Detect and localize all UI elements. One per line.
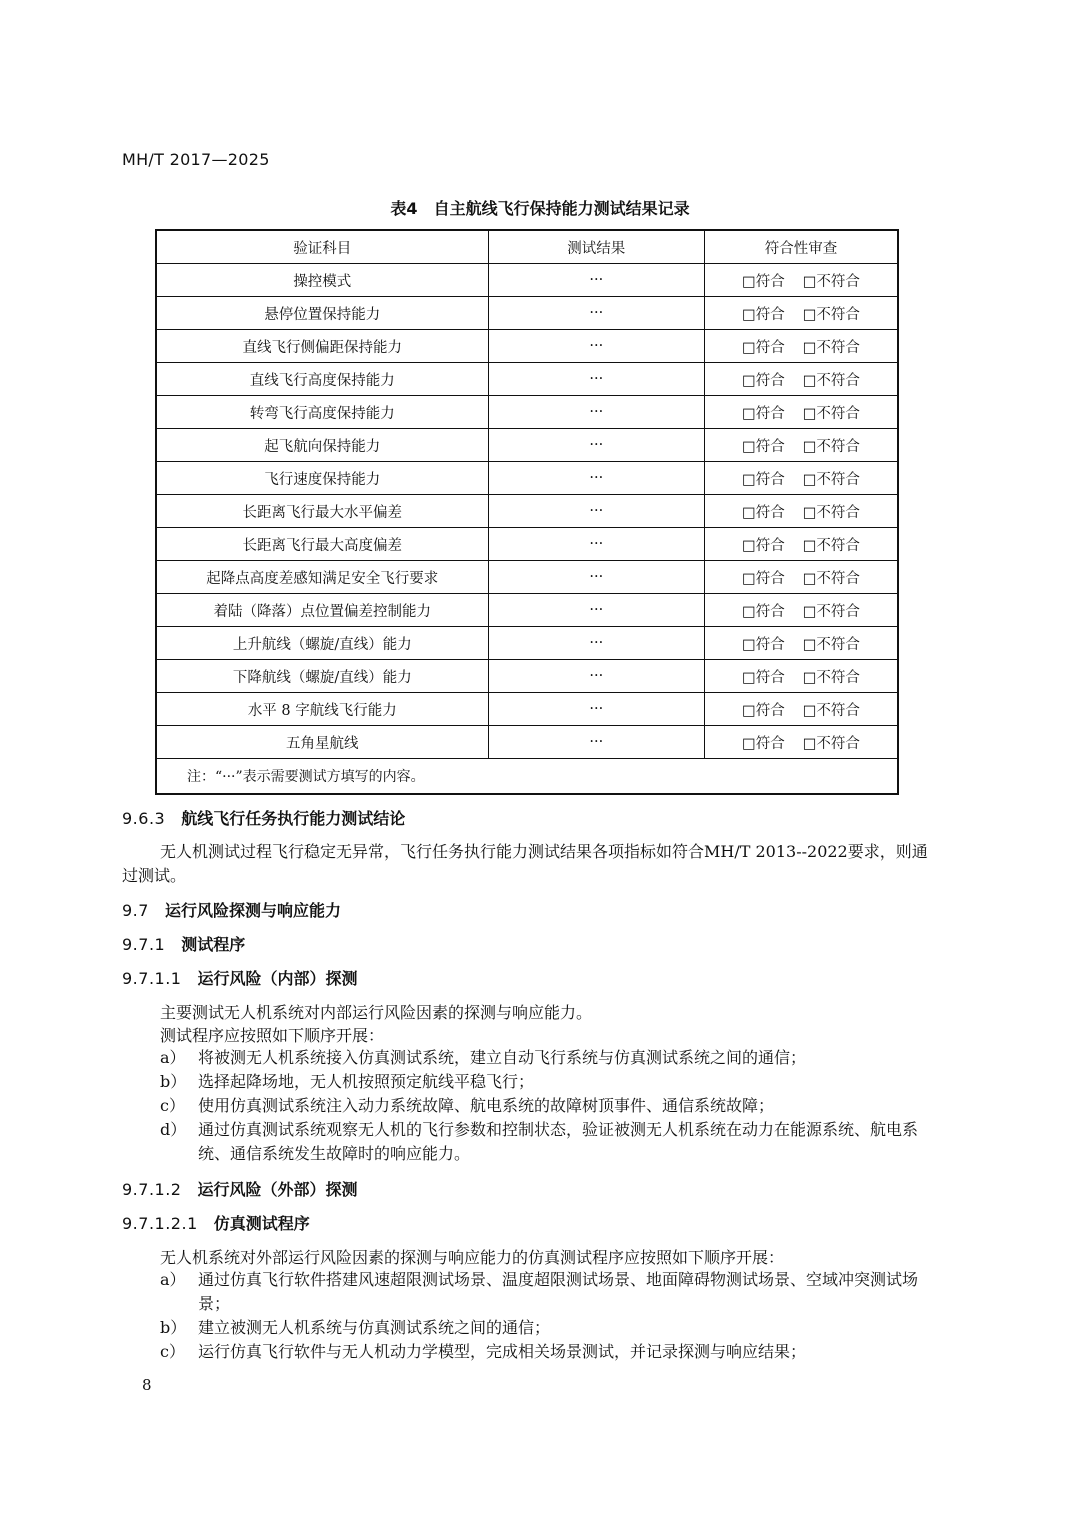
list-item-label: c） (160, 1096, 185, 1115)
list-item-text: 选择起降场地，无人机按照预定航线平稳飞行； (198, 1072, 535, 1091)
cell-compliance (704, 660, 898, 693)
list-item-label: a） (160, 1270, 186, 1289)
header-result: 测试结果 (488, 230, 704, 264)
header-subject: 验证科目 (156, 230, 488, 264)
cell-subject: 起飞航向保持能力 (156, 429, 488, 462)
checkbox-pass: □符合 (742, 306, 785, 323)
table-row (156, 396, 898, 429)
table-row (156, 363, 898, 396)
table-row (156, 330, 898, 363)
cell-subject: 直线飞行高度保持能力 (156, 363, 488, 396)
cell-result: ··· (488, 528, 704, 561)
checkbox-pass: □符合 (742, 405, 785, 422)
section-9-7-1-1-procedure-lead: 测试程序应按照如下顺序开展： (160, 1026, 385, 1045)
checkbox-fail: □不符合 (802, 669, 860, 686)
table-row (156, 429, 898, 462)
list-item (160, 1316, 932, 1340)
cell-result: ··· (488, 726, 704, 759)
table-note-row (156, 759, 898, 795)
checkbox-pass: □符合 (742, 471, 785, 488)
list-item-label: b） (160, 1072, 187, 1091)
table-row (156, 726, 898, 759)
cell-result: ··· (488, 297, 704, 330)
list-item-text: 建立被测无人机系统与仿真测试系统之间的通信； (198, 1318, 551, 1337)
list-item-label: d） (160, 1120, 187, 1139)
cell-compliance (704, 297, 898, 330)
table-row (156, 462, 898, 495)
list-item-text: 通过仿真飞行软件搭建风速超限测试场景、温度超限测试场景、地面障碍物测试场景、空域冲突测试场景； (198, 1270, 919, 1313)
section-title: 运行风险探测与响应能力 (164, 901, 341, 920)
cell-subject: 长距离飞行最大高度偏差 (156, 528, 488, 561)
list-item-text: 运行仿真飞行软件与无人机动力学模型，完成相关场景测试，并记录探测与响应结果； (198, 1342, 807, 1361)
section-number: 9.7.1.2 (122, 1180, 182, 1199)
checkbox-pass: □符合 (742, 669, 785, 686)
table-body (156, 264, 898, 759)
section-9-6-3-paragraph: 无人机测试过程飞行稳定无异常，飞行任务执行能力测试结果各项指标如符合MH/T 2013--2022要求，则通过测试。 (122, 842, 928, 885)
table-row (156, 693, 898, 726)
table-title: 自主航线飞行保持能力测试结果记录 (433, 199, 690, 218)
table-row (156, 528, 898, 561)
cell-result: ··· (488, 561, 704, 594)
section-9-7-heading (122, 898, 341, 921)
checkbox-fail: □不符合 (802, 636, 860, 653)
cell-compliance (704, 594, 898, 627)
cell-subject: 悬停位置保持能力 (156, 297, 488, 330)
checkbox-fail: □不符合 (802, 405, 860, 422)
cell-subject: 飞行速度保持能力 (156, 462, 488, 495)
checkbox-fail: □不符合 (802, 339, 860, 356)
checkbox-fail: □不符合 (802, 306, 860, 323)
checkbox-pass: □符合 (742, 372, 785, 389)
checkbox-fail: □不符合 (802, 735, 860, 752)
section-number: 9.7 (122, 901, 149, 920)
table-row (156, 297, 898, 330)
table-caption (0, 196, 1080, 219)
list-item-label: c） (160, 1342, 185, 1361)
list-item (160, 1070, 932, 1094)
cell-subject: 下降航线（螺旋/直线）能力 (156, 660, 488, 693)
section-number: 9.7.1.2.1 (122, 1214, 198, 1233)
section-title: 测试程序 (181, 935, 246, 954)
checkbox-fail: □不符合 (802, 570, 860, 587)
cell-subject: 长距离飞行最大水平偏差 (156, 495, 488, 528)
section-9-7-1-1-intro: 主要测试无人机系统对内部运行风险因素的探测与响应能力。 (160, 1003, 593, 1022)
cell-result: ··· (488, 330, 704, 363)
cell-compliance (704, 693, 898, 726)
results-table (155, 229, 899, 795)
list-item (160, 1094, 932, 1118)
checkbox-fail: □不符合 (802, 504, 860, 521)
cell-compliance (704, 264, 898, 297)
list-item (160, 1046, 932, 1070)
cell-result: ··· (488, 396, 704, 429)
cell-compliance (704, 330, 898, 363)
header-compliance: 符合性审查 (704, 230, 898, 264)
checkbox-fail: □不符合 (802, 372, 860, 389)
cell-result: ··· (488, 660, 704, 693)
standard-code: MH/T 2017—2025 (122, 150, 270, 169)
cell-result: ··· (488, 264, 704, 297)
cell-subject: 操控模式 (156, 264, 488, 297)
list-item-text: 通过仿真测试系统观察无人机的飞行参数和控制状态，验证被测无人机系统在动力在能源系统、航电系统、通信系统发生故障时的响应能力。 (198, 1120, 919, 1163)
checkbox-pass: □符合 (742, 570, 785, 587)
table-row (156, 660, 898, 693)
table-row (156, 627, 898, 660)
checkbox-pass: □符合 (742, 735, 785, 752)
list-item-text: 使用仿真测试系统注入动力系统故障、航电系统的故障树顶事件、通信系统故障； (198, 1096, 775, 1115)
checkbox-fail: □不符合 (802, 471, 860, 488)
table-number: 表4 (390, 199, 418, 218)
table-row (156, 264, 898, 297)
cell-subject: 直线飞行侧偏距保持能力 (156, 330, 488, 363)
section-number: 9.7.1.1 (122, 969, 182, 988)
checkbox-pass: □符合 (742, 537, 785, 554)
list-item (160, 1340, 932, 1364)
checkbox-fail: □不符合 (802, 603, 860, 620)
cell-compliance (704, 627, 898, 660)
section-title: 仿真测试程序 (213, 1214, 310, 1233)
cell-compliance (704, 363, 898, 396)
cell-compliance (704, 495, 898, 528)
cell-result: ··· (488, 594, 704, 627)
cell-result: ··· (488, 429, 704, 462)
checkbox-pass: □符合 (742, 438, 785, 455)
section-title: 航线飞行任务执行能力测试结论 (181, 809, 406, 828)
checkbox-fail: □不符合 (802, 273, 860, 290)
table-row (156, 495, 898, 528)
table-note: 注：“···”表示需要测试方填写的内容。 (156, 759, 898, 795)
cell-result: ··· (488, 363, 704, 396)
cell-compliance (704, 528, 898, 561)
section-9-7-1-heading (122, 932, 245, 955)
cell-subject: 转弯飞行高度保持能力 (156, 396, 488, 429)
cell-subject: 上升航线（螺旋/直线）能力 (156, 627, 488, 660)
cell-compliance (704, 429, 898, 462)
section-9-7-1-2-heading (122, 1177, 358, 1200)
checkbox-fail: □不符合 (802, 702, 860, 719)
cell-compliance (704, 396, 898, 429)
table-row (156, 561, 898, 594)
section-number: 9.7.1 (122, 935, 166, 954)
checkbox-pass: □符合 (742, 504, 785, 521)
section-9-7-1-1-heading (122, 966, 358, 989)
list-item-text: 将被测无人机系统接入仿真测试系统，建立自动飞行系统与仿真测试系统之间的通信； (198, 1048, 807, 1067)
section-number: 9.6.3 (122, 809, 166, 828)
section-9-7-1-2-1-heading (122, 1211, 310, 1234)
list-item-label: b） (160, 1318, 187, 1337)
cell-compliance (704, 561, 898, 594)
cell-result: ··· (488, 627, 704, 660)
page-number: 8 (142, 1376, 152, 1394)
cell-subject: 着陆（降落）点位置偏差控制能力 (156, 594, 488, 627)
list-item (160, 1268, 932, 1316)
table-header-row (156, 230, 898, 264)
cell-subject: 水平 8 字航线飞行能力 (156, 693, 488, 726)
checkbox-fail: □不符合 (802, 438, 860, 455)
cell-result: ··· (488, 462, 704, 495)
cell-compliance (704, 462, 898, 495)
checkbox-pass: □符合 (742, 603, 785, 620)
section-title: 运行风险（内部）探测 (197, 969, 358, 988)
checkbox-pass: □符合 (742, 339, 785, 356)
cell-result: ··· (488, 693, 704, 726)
checkbox-fail: □不符合 (802, 537, 860, 554)
section-9-6-3-heading (122, 806, 405, 829)
section-title: 运行风险（外部）探测 (197, 1180, 358, 1199)
table-row (156, 594, 898, 627)
checkbox-pass: □符合 (742, 273, 785, 290)
list-item (160, 1118, 932, 1166)
cell-compliance (704, 726, 898, 759)
section-9-7-1-2-1-intro: 无人机系统对外部运行风险因素的探测与响应能力的仿真测试程序应按照如下顺序开展： (160, 1248, 785, 1267)
list-item-label: a） (160, 1048, 186, 1067)
cell-result: ··· (488, 495, 704, 528)
checkbox-pass: □符合 (742, 702, 785, 719)
cell-subject: 起降点高度差感知满足安全飞行要求 (156, 561, 488, 594)
cell-subject: 五角星航线 (156, 726, 488, 759)
checkbox-pass: □符合 (742, 636, 785, 653)
